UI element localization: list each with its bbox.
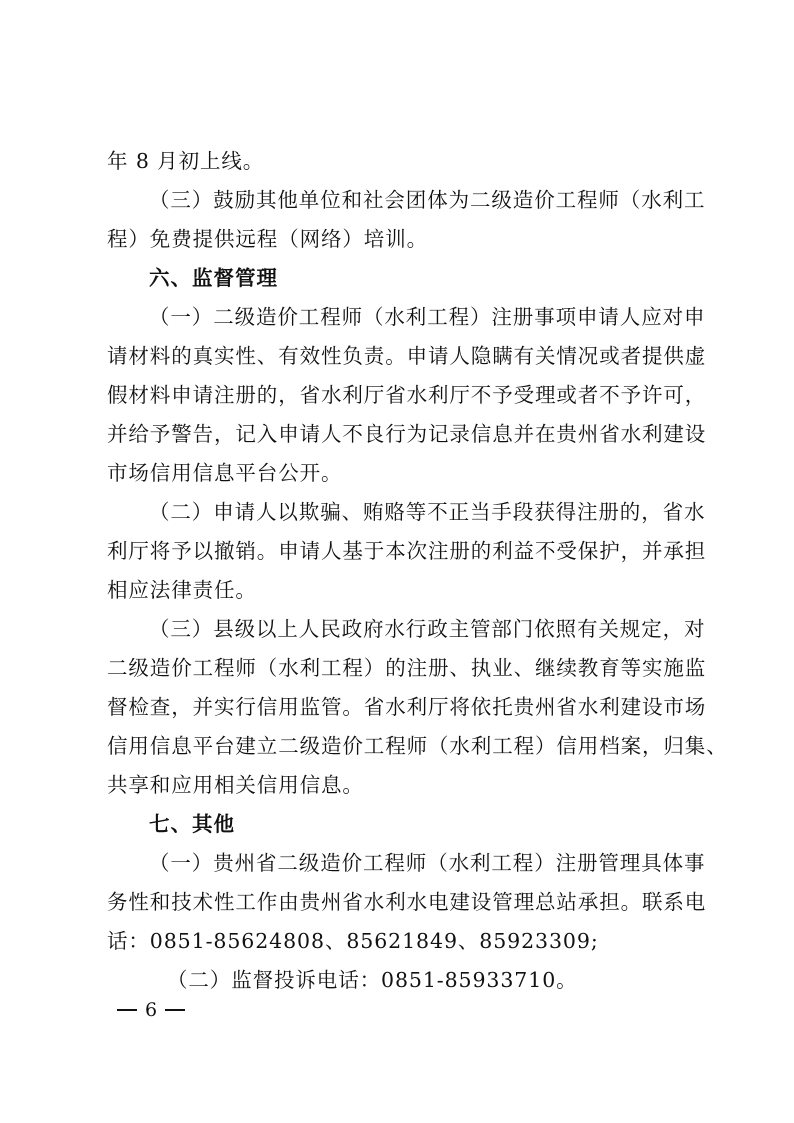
text-line: 务性和技术性工作由贵州省水利水电建设管理总站承担。联系电 [107,890,707,914]
dash-left [117,1009,137,1011]
text-line: 请材料的真实性、有效性负责。申请人隐瞒有关情况或者提供虚 [107,344,707,368]
text-line: 利厅将予以撤销。申请人基于本次注册的利益不受保护，并承担 [107,539,707,563]
text-line: 市场信用信息平台公开。 [107,461,343,485]
text-line: （三）县级以上人民政府水行政主管部门依照有关规定，对 [149,617,706,641]
text-line: 共享和应用相关信用信息。 [107,773,364,797]
text-line: 程）免费提供远程（网络）培训。 [107,227,428,251]
text-line: 二级造价工程师（水利工程）的注册、执业、继续教育等实施监 [107,656,707,680]
section-heading-supervision: 六、监督管理 [149,266,278,290]
text-line: 督检查，并实行信用监管。省水利厅将依托贵州省水利建设市场 [107,695,707,719]
text-line: （二）申请人以欺骗、贿赂等不正当手段获得注册的，省水 [149,500,706,524]
page-number: 6 [145,999,158,1021]
dash-right [165,1009,185,1011]
text-line: 并给予警告，记入申请人不良行为记录信息并在贵州省水利建设 [107,422,707,446]
text-line: 信用信息平台建立二级造价工程师（水利工程）信用档案，归集、 [107,734,728,758]
text-line: （一）二级造价工程师（水利工程）注册事项申请人应对申 [149,305,706,329]
text-line: 假材料申请注册的，省水利厅省水利厅不予受理或者不予许可， [107,383,707,407]
text-line: 话：0851-85624808、85621849、85923309; [107,929,599,953]
text-line: 年 8 月初上线。 [107,149,265,173]
text-line: （一）贵州省二级造价工程师（水利工程）注册管理具体事 [149,851,706,875]
text-line: （二）监督投诉电话：0851-85933710。 [167,968,578,992]
text-line: （三）鼓励其他单位和社会团体为二级造价工程师（水利工 [149,188,706,212]
text-line: 相应法律责任。 [107,578,257,602]
section-heading-other: 七、其他 [149,812,235,836]
page-footer [117,996,185,1024]
